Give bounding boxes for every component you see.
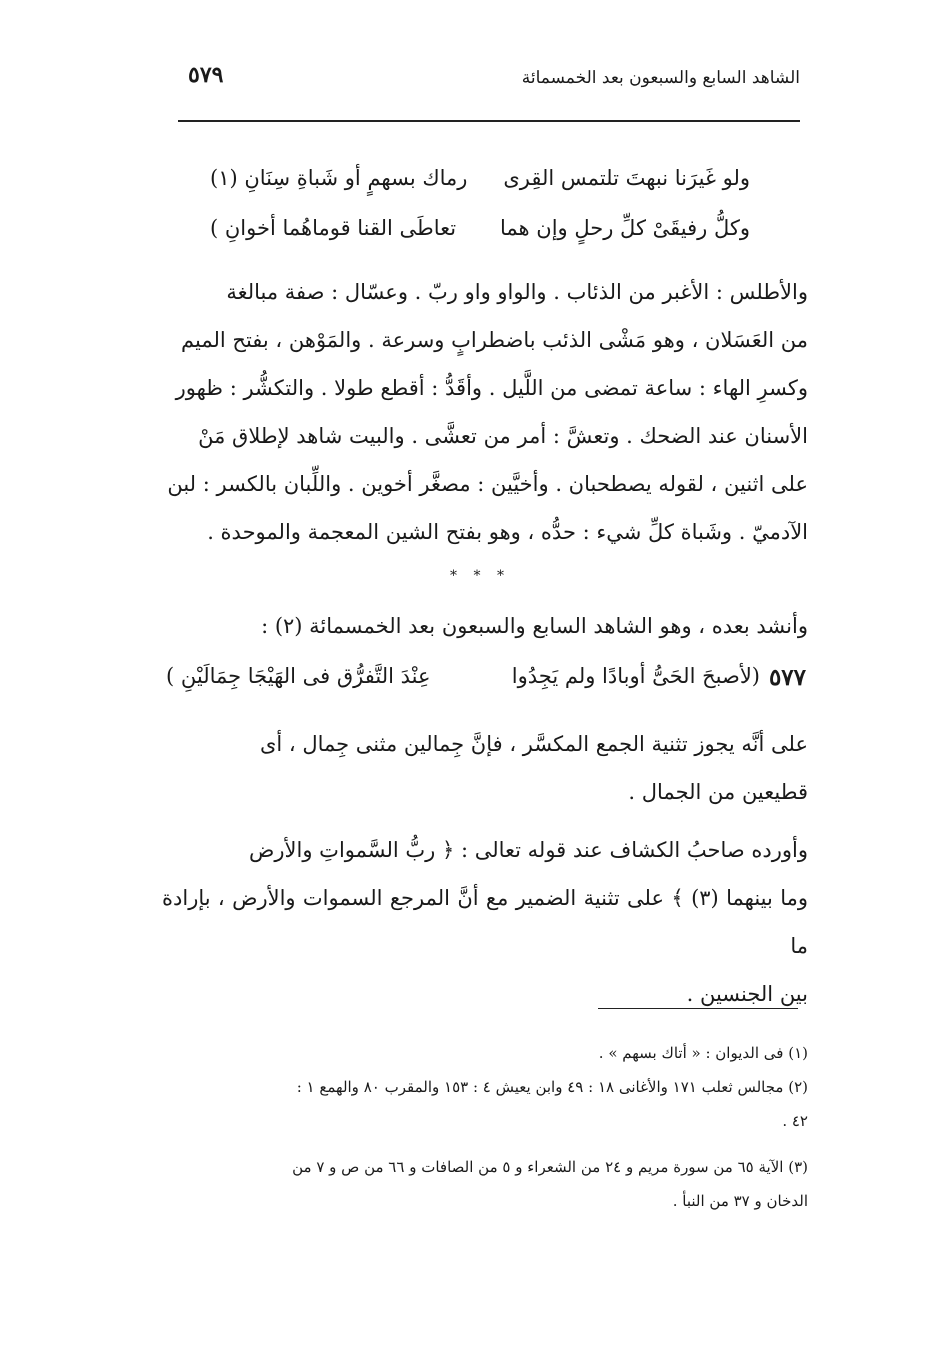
shahid-number: ٥٧٧ [768,664,806,691]
footnote-gap [148,1138,808,1150]
shahid-intro: وأنشد بعده ، وهو الشاهد السابع والسبعون بعد الخمسمائة (٢) : [261,614,808,638]
footnote-rule [598,1008,798,1009]
verse-line [210,216,750,256]
text-line: الآدميّ . وشَباة كلِّ شيء : حدُّه ، وهو بفتح الشين المعجمة والموحدة . [207,520,808,544]
page-number: ٥٧٩ [188,62,224,88]
text-line: بين الجنسين . [686,982,808,1006]
verse-line [210,166,750,206]
header-rule [178,120,800,122]
footnote-line: (١) فى الديوان : « أتاك بسهم » . [598,1044,808,1062]
text-line: على أنَّه يجوز تثنية الجمع المكسَّر ، فإنَّ جِمالين مثنى جِمال ، أى [259,732,808,756]
verse-hemistich-first: وكلُّ رفيقَىْ كلِّ رحلٍ وإن هما [499,216,750,240]
section-separator: * * * [450,568,510,584]
text-line: الأسنان عند الضحك . وتعشَّ : أمر من تعشَّى . والبيت شاهد لإطلاق مَنْ [198,424,808,448]
shahid-hemistich-second: عِنْدَ التَّفرُّق فى الهَيْجَا جِمَالَيْنِ ) [166,664,431,688]
text-line: وأورده صاحبُ الكشاف عند قوله تعالى : ﴿ ربُّ السَّمواتِ والأرض [249,838,808,862]
kashshaf-paragraph [162,826,808,1018]
shahid-hemistich-first: (لأصبحَ الحَىُّ أوبادًا ولم يَجِدُوا [511,664,760,688]
verse-hemistich-second: تعاطَى القنا قوماهُما أخوانِ ) [210,216,457,240]
text-line: والأطلس : الأغبر من الذئاب . والواو واو ربّ . وعسّال : صفة مبالغة [226,280,808,304]
running-head-title: الشاهد السابع والسبعون بعد الخمسمائة [521,68,800,88]
shahid-verse [166,664,806,704]
verse-hemistich-second: رماك بسهمٍ أو شَباةِ سِنَانِ (١) [210,166,468,190]
commentary-paragraph [162,268,808,556]
text-line: من العَسَلان ، وهو مَشْى الذئب باضطرابٍ وسرعة . والمَوْهن ، بفتح الميم [181,328,808,352]
explanation-paragraph [162,720,808,816]
footnote-line: الدخان و ٣٧ من النبأ . [672,1192,808,1210]
text-line: وكسرِ الهاء : ساعة تمضى من اللَّيل . وأقَدُّ : أقطع طولا . والتكشُّر : ظهور [175,376,808,400]
footnotes [148,1036,808,1218]
running-head [180,62,800,96]
footnote-2 [148,1070,808,1138]
text-line: على اثنين ، لقوله يصطحبان . وأخيَّين : مصغَّر أخوين . واللِّبان بالكسر : لبن [167,472,808,496]
footnote-3 [148,1150,808,1218]
footnote-line: ٤٢ . [782,1112,808,1130]
footnote-line: (٢) مجالس ثعلب ١٧١ والأغانى ١٨ : ٤٩ وابن يعيش ٤ : ١٥٣ والمقرب ٨٠ والهمع ١ : [296,1078,808,1096]
footnote-1 [148,1036,808,1070]
footnote-line: (٣) الآية ٦٥ من سورة مريم و ٢٤ من الشعراء و ٥ من الصافات و ٦٦ من ص و ٧ من [292,1158,808,1176]
text-line: قطيعين من الجمال . [628,780,808,804]
text-line: وما بينهما (٣) ﴾ على تثنية الضمير مع أنَّ المرجع السموات والأرض ، بإرادة ما [162,886,808,958]
verse-hemistich-first: ولو غَيرَنا نبهتَ تلتمس القِرى [503,166,750,190]
